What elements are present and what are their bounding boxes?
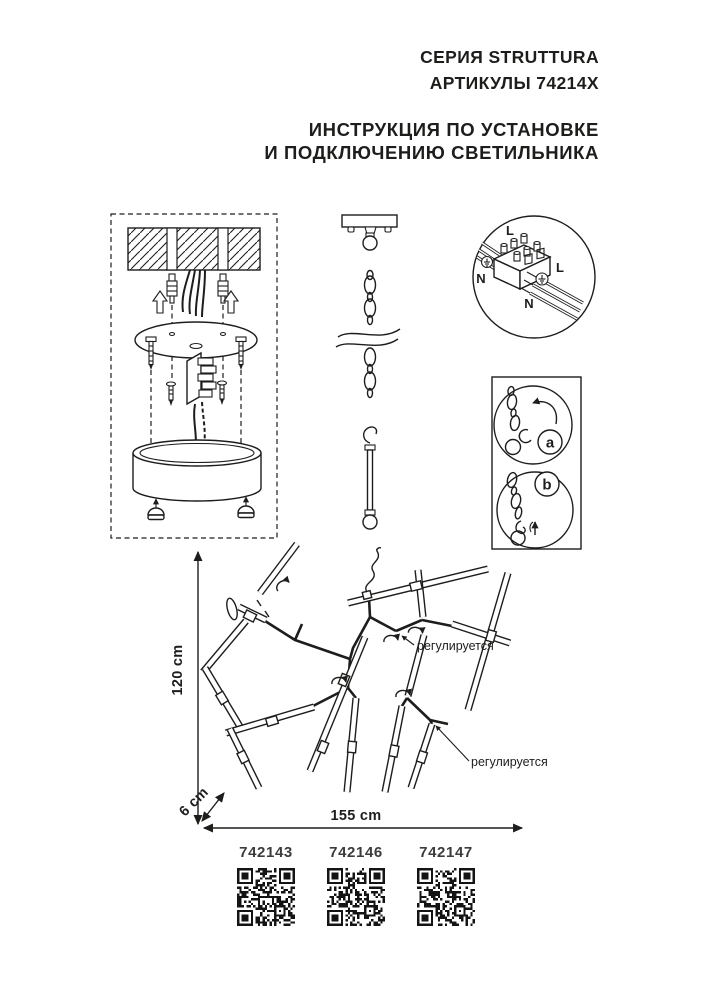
suspension-chain [336,271,400,398]
ground-symbol-right-icon [536,273,548,285]
wiring-detail-diagram [470,213,600,343]
article-742146 [316,844,396,926]
ground-symbol-left-icon [482,257,493,268]
dimension-depth [176,784,224,821]
hanging-parts-diagram [330,205,420,535]
dimension-width [204,808,522,828]
adjustable-label-bottom: регулируется [471,755,548,769]
ceiling-hatch [128,228,260,270]
chain-adjustment-detail [490,374,584,556]
width-label: 155 cm [330,808,382,824]
adjustable-label-top: регулируется [417,639,494,653]
detail-b-label: b [542,476,552,494]
qr-code [417,868,475,926]
mains-wires [182,270,205,317]
ceiling-mount-diagram [95,206,285,546]
article-742143 [226,844,306,926]
height-label: 120 cm [170,644,186,696]
chandelier-rods [203,544,510,792]
wall-anchor-left [167,274,177,303]
article-742147 [406,844,486,926]
detail-b [497,472,573,548]
series-title: СЕРИЯ STRUTTURA [420,47,599,67]
qr-code [327,868,385,926]
cap-nut-left [148,499,164,520]
article-number: 742147 [419,844,473,861]
adjustable-callout-top [402,636,494,653]
canopy-screw-right [218,381,227,405]
article-list [226,844,486,926]
instruction-line-2: И ПОДКЛЮЧЕНИЮ СВЕТИЛЬНИКА [264,142,599,163]
instruction-title-block [264,118,599,164]
detail-a-label: a [545,434,555,452]
wire-live-label: L [556,260,564,275]
articles-title: АРТИКУЛЫ 74214X [429,73,599,93]
ceiling-bar [342,215,397,250]
article-number: 742146 [329,844,383,861]
terminal-live-label: L [506,223,514,238]
dimension-height [170,552,198,824]
wire-neutral-label: N [524,296,534,311]
detail-a [494,386,572,464]
insert-arrow-left-icon [153,291,167,313]
terminal-neutral-label: N [476,271,486,286]
article-number: 742143 [239,844,293,861]
instruction-line-1: ИНСТРУКЦИЯ ПО УСТАНОВКЕ [308,119,599,140]
adjustable-callout-bottom [436,726,548,769]
canopy-screw-left [167,382,176,406]
power-cord [362,548,381,600]
canopy [133,440,261,501]
cap-nut-right [238,497,254,518]
suspension-rod [363,427,377,529]
terminal-block-assembly [187,353,216,454]
chandelier-dimension-drawing [160,540,550,852]
rod-collars [216,581,497,764]
qr-code [237,868,295,926]
depth-label: 6 cm [176,784,212,820]
series-title-block [420,44,599,96]
end-disc [225,597,239,621]
